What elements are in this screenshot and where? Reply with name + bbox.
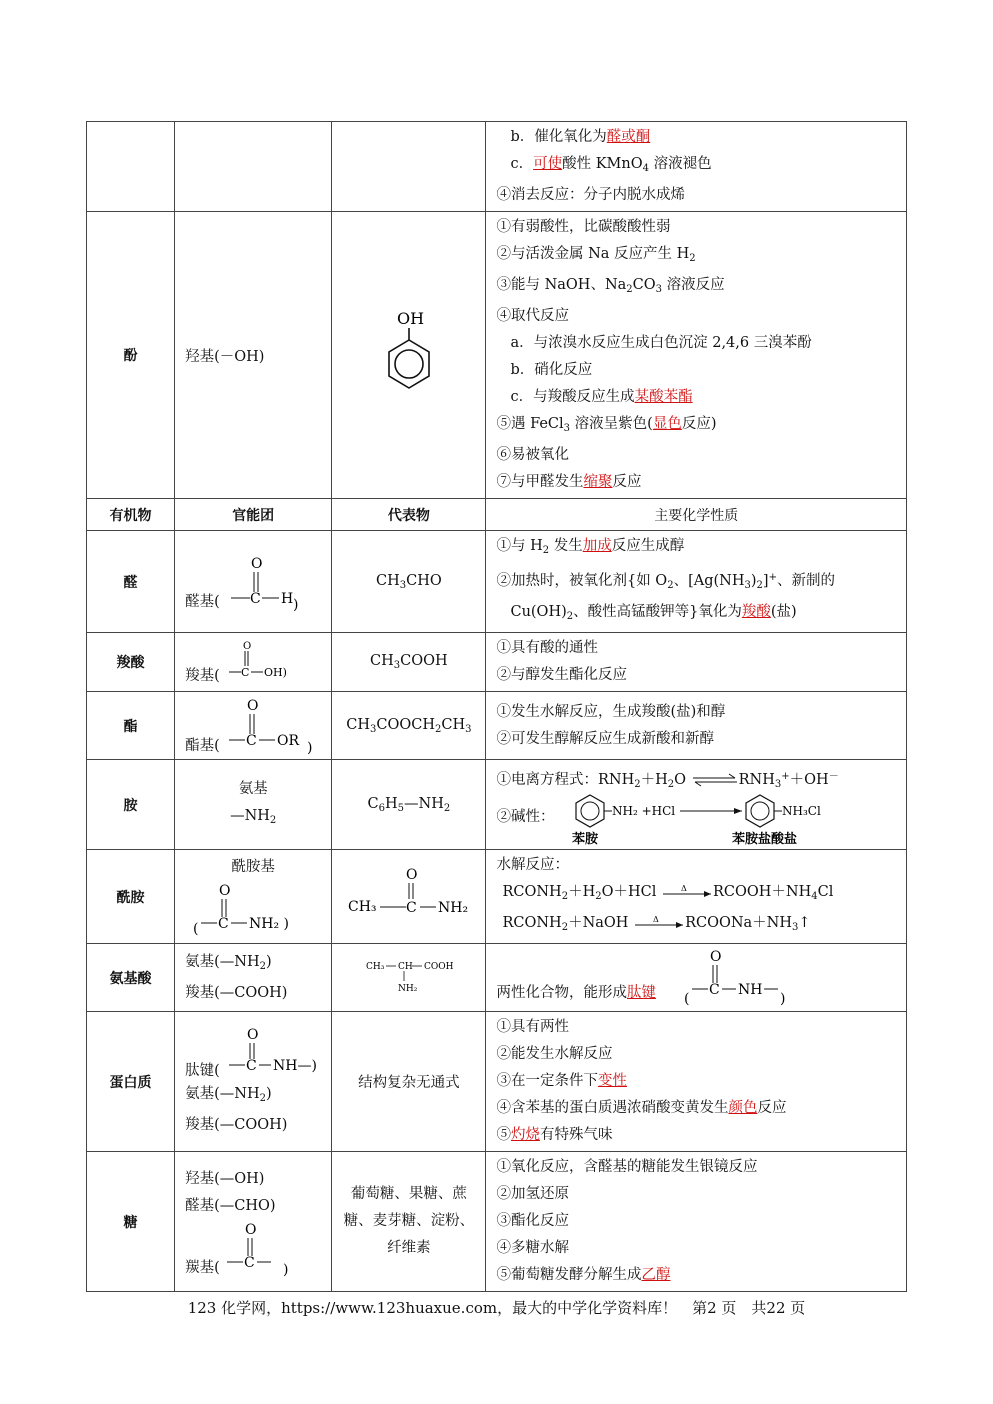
svg-text:CH: CH (397, 961, 413, 972)
svg-text:C: C (244, 1254, 255, 1271)
carbonyl-group-icon (223, 1220, 303, 1278)
svg-text:CH₃: CH₃ (365, 961, 385, 972)
svg-text:O: O (243, 641, 252, 652)
page-footer: 123 化学网，https://www.123huaxue.com，最大的中学化学资料库！ 第2 页 共22 页 (187, 1299, 806, 1317)
organic-name: 羧酸 (87, 633, 175, 692)
amine-properties: ①电离方程式：$RNH_2+H_2O$ $RNH_3^++OH^-$ ②碱性： NH₂ +HCl NH₃Cl 苯胺 苯胺盐酸盐 (486, 760, 907, 850)
svg-text:O: O (710, 948, 722, 965)
phenol-structure (332, 212, 486, 499)
carboxyl-group-icon (229, 638, 309, 686)
phenol-properties: ①有弱酸性，比碳酸酸性弱 ②与活泼金属 Na 反应产生 $H_2$ ③能与 NaOH、$Na_2CO_3$ 溶液反应 ④取代反应 a．与浓溴水反应生成白色沉淀 2,4,6 三溴苯酚 b．硝化反应 c．与羧酸反应生成某酸苯酯 ⑤遇 FeCl$_3$ 溶液呈紫色(显色反应) ⑥易被氧化 ⑦与甲醛发生缩聚反应 (486, 212, 907, 499)
aldehyde-properties: ①与 $H_2$ 发生加成反应生成醇 ②加热时，被氧化剂{如 $O_2$、$[Ag(NH_3)_2]^+$、新制的 $Cu(OH)_2$、酸性高锰酸钾等}氧化为羧酸(盐) (486, 531, 907, 633)
organic-name: 胺 (87, 760, 175, 850)
svg-text:H: H (281, 590, 294, 607)
cell-empty (87, 122, 175, 212)
sugar-properties: ①氧化反应，含醛基的糖能发生银镜反应 ②加氢还原 ③酯化反应 ④多糖水解 ⑤葡萄糖发酵分解生成乙醇 (486, 1152, 907, 1292)
row-carboxylic-acid (87, 633, 907, 692)
svg-text:(: ( (684, 990, 690, 1007)
svg-text:(: ( (193, 921, 199, 937)
svg-text:O: O (251, 555, 263, 572)
representative: $CH_3CHO$ (332, 531, 486, 633)
functional-group: 氨基 $—NH_2$ (175, 760, 332, 850)
amide-group-icon (193, 881, 343, 939)
functional-group: 羧基( O C OH) (175, 633, 332, 692)
svg-text:NH₂: NH₂ (437, 899, 468, 916)
ester-group-icon (229, 696, 319, 756)
svg-text:OR: OR (277, 732, 300, 749)
svg-text:苯胺: 苯胺 (572, 831, 599, 847)
row-alcohol-continued (87, 122, 907, 212)
svg-text:O: O (219, 883, 231, 899)
header-representative: 代表物 (332, 499, 486, 531)
organic-name: 酰胺 (87, 850, 175, 944)
row-amine (87, 760, 907, 850)
svg-text:O: O (247, 697, 259, 714)
svg-text:NH₃Cl: NH₃Cl (782, 803, 822, 818)
svg-text:): ) (307, 739, 313, 756)
representative: $CH_3COOCH_2CH_3$ (332, 692, 486, 760)
svg-text:): ) (780, 990, 786, 1007)
svg-text:NH: NH (738, 981, 763, 998)
svg-text:NH₂ ): NH₂ ) (249, 916, 290, 932)
cell-empty (175, 122, 332, 212)
aniline-reaction-icon (562, 789, 862, 847)
cell-empty (332, 122, 486, 212)
row-amide (87, 850, 907, 944)
svg-text:C: C (246, 1057, 257, 1074)
representative: $CH_3COOH$ (332, 633, 486, 692)
header-functional-group: 官能团 (175, 499, 332, 531)
representative: 葡萄糖、果糖、蔗 糖、麦芽糖、淀粉、 纤维素 (332, 1152, 486, 1292)
functional-group: 酰胺基 ( O C NH₂ ) (175, 850, 332, 944)
peptide-bond-icon (223, 1025, 323, 1081)
organic-name: 氨基酸 (87, 944, 175, 1012)
row-phenol (87, 212, 907, 499)
heat-arrow-icon (661, 885, 713, 899)
svg-text:C: C (250, 590, 261, 607)
representative: $C_6H_5—NH_2$ (332, 760, 486, 850)
ester-properties: ①发生水解反应，生成羧酸(盐)和醇 ②可发生醇解反应生成新酸和新醇 (486, 692, 907, 760)
svg-text:OH: OH (396, 309, 424, 328)
functional-group: 醛基( O C H ) (175, 531, 332, 633)
organic-name: 糖 (87, 1152, 175, 1292)
functional-group: 羟基(－OH) (175, 212, 332, 499)
svg-text:C: C (709, 981, 721, 998)
organic-name: 酚 (87, 212, 175, 499)
svg-text:NH₂ +HCl: NH₂ +HCl (612, 803, 676, 818)
svg-text:C: C (218, 916, 229, 932)
svg-text:COOH: COOH (423, 961, 454, 972)
phenol-ring-icon (369, 308, 449, 398)
alanine-structure-icon (354, 951, 464, 1001)
row-aldehyde (87, 531, 907, 633)
functional-group: 酯基( O C OR ) (175, 692, 332, 760)
table-header-row (87, 499, 907, 531)
alcohol-properties: b．催化氧化为醛或酮 c．可使酸性 KMnO$_4$ 溶液褪色 ④消去反应：分子内脱水成烯 (486, 122, 907, 212)
organic-name: 蛋白质 (87, 1012, 175, 1152)
acetamide-structure-icon (344, 865, 474, 925)
svg-text:): ) (293, 596, 299, 612)
svg-text:苯胺盐酸盐: 苯胺盐酸盐 (732, 831, 798, 847)
row-amino-acid (87, 944, 907, 1012)
header-properties: 主要化学性质 (486, 499, 907, 531)
aldehyde-group-icon (229, 552, 299, 612)
representative: 结构复杂无通式 (332, 1012, 486, 1152)
functional-group: 羟基(—OH) 醛基(—CHO) 羰基( O C ) (175, 1152, 332, 1292)
svg-text:C: C (405, 899, 417, 916)
row-protein (87, 1012, 907, 1152)
functional-group: 氨基$(—NH_2)$ 羧基(—COOH) (175, 944, 332, 1012)
row-sugar (87, 1152, 907, 1292)
svg-text:O: O (245, 1221, 257, 1238)
amide-properties: 水解反应： $RCONH_2+H_2O+HCl$ Δ $RCOOH+NH_4Cl$ $RCONH_2+NaOH$ Δ $RCOONa+NH_3↑$ (486, 850, 907, 944)
svg-text:Δ: Δ (653, 916, 659, 924)
svg-text:O: O (405, 866, 418, 883)
functional-group: 肽键( O C NH—) 氨基$(—NH_2)$ 羧基(—COOH) (175, 1012, 332, 1152)
chemistry-table (86, 121, 907, 1292)
row-ester (87, 692, 907, 760)
svg-text:OH): OH) (264, 666, 287, 679)
svg-text:NH₂: NH₂ (397, 983, 418, 994)
svg-text:NH—): NH—) (273, 1057, 318, 1074)
representative (332, 944, 486, 1012)
svg-text:Δ: Δ (680, 885, 687, 893)
acid-properties: ①具有酸的通性 ②与醇发生酯化反应 (486, 633, 907, 692)
protein-properties: ①具有两性 ②能发生水解反应 ③在一定条件下变性 ④含苯基的蛋白质遇浓硝酸变黄发生颜色反应 ⑤灼烧有特殊气味 (486, 1012, 907, 1152)
representative (332, 850, 486, 944)
organic-name: 醛 (87, 531, 175, 633)
svg-text:): ) (283, 1261, 289, 1278)
svg-text:CH₃: CH₃ (347, 898, 377, 915)
equilibrium-arrow-icon (691, 773, 739, 787)
svg-text:C: C (241, 666, 250, 679)
svg-text:O: O (247, 1026, 259, 1043)
heat-arrow-icon (633, 916, 685, 930)
svg-text:C: C (246, 732, 257, 749)
amino-acid-properties: 两性化合物，能形成肽键 ( O C NH ) (486, 944, 907, 1012)
header-organic: 有机物 (87, 499, 175, 531)
organic-name: 酯 (87, 692, 175, 760)
peptide-bond-icon (684, 947, 804, 1009)
